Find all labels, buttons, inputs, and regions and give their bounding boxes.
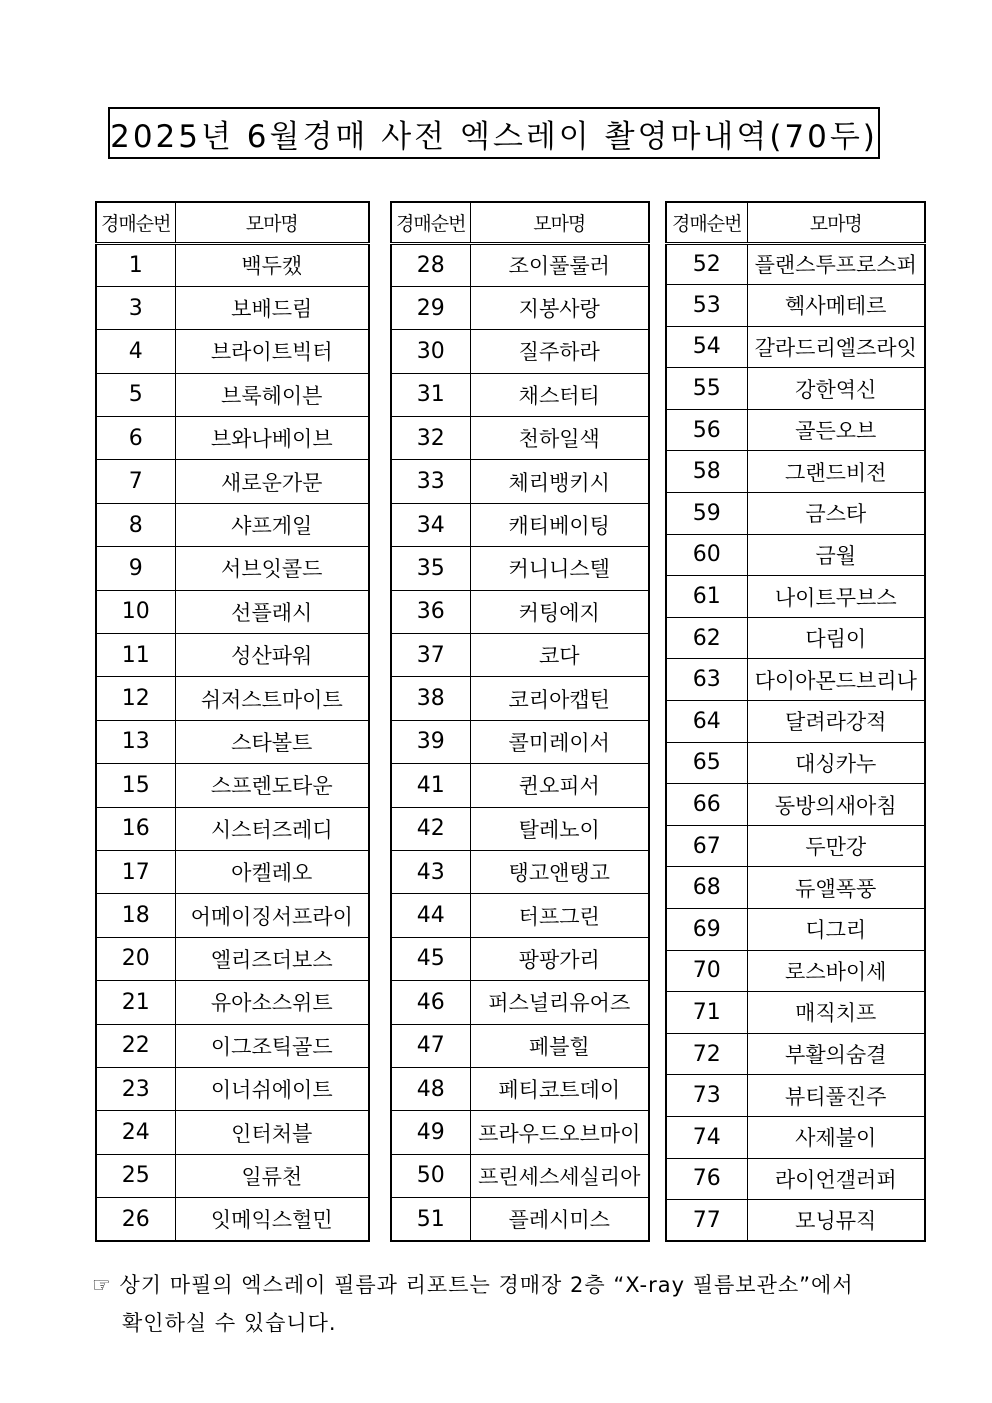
auction-number: 62 [666,617,747,659]
auction-number: 67 [666,825,747,867]
table-row [666,1116,925,1158]
dam-name: 다림이 [747,617,925,659]
table-row [391,1024,649,1067]
dam-name: 인터처블 [175,1111,369,1154]
auction-number: 38 [391,677,470,720]
table-row [391,894,649,937]
table-row [96,764,369,807]
table-row [391,1067,649,1110]
table-row [96,417,369,460]
dam-name: 골든오브 [747,409,925,451]
table-row [96,937,369,980]
table-row [96,590,369,633]
auction-number: 25 [96,1154,175,1197]
horse-table-1 [95,201,370,1242]
header-name: 모마명 [747,202,925,243]
dam-name: 퀸오피서 [470,764,649,807]
dam-name: 대싱카누 [747,742,925,784]
auction-number: 49 [391,1111,470,1154]
table-row [96,503,369,546]
auction-number: 16 [96,807,175,850]
table-row [666,784,925,826]
table-row [666,992,925,1034]
table-row [391,503,649,546]
dam-name: 서브잇콜드 [175,547,369,590]
page-title [108,107,880,159]
horse-table-3 [665,201,926,1242]
dam-name: 백두캤 [175,243,369,286]
auction-number: 54 [666,326,747,368]
auction-number: 74 [666,1116,747,1158]
auction-number: 59 [666,493,747,535]
table-row [96,677,369,720]
dam-name: 커팅에지 [470,590,649,633]
auction-number: 46 [391,981,470,1024]
dam-name: 사제불이 [747,1116,925,1158]
auction-number: 21 [96,981,175,1024]
dam-name: 페티코트데이 [470,1067,649,1110]
auction-number: 68 [666,867,747,909]
table-row [666,409,925,451]
dam-name: 일류천 [175,1154,369,1197]
table-row [96,981,369,1024]
dam-name: 헥사메테르 [747,285,925,327]
dam-name: 스프렌도타운 [175,764,369,807]
auction-number: 5 [96,373,175,416]
auction-number: 56 [666,409,747,451]
table-row [666,701,925,743]
table-row [666,1075,925,1117]
auction-number: 7 [96,460,175,503]
table-row [96,1198,369,1241]
table-row [391,547,649,590]
auction-number: 26 [96,1198,175,1241]
table-row [391,677,649,720]
dam-name: 퍼스널리유어즈 [470,981,649,1024]
table-row [391,764,649,807]
auction-number: 24 [96,1111,175,1154]
table-row [96,460,369,503]
table-row [96,243,369,286]
pointing-hand-icon: ☞ [92,1273,112,1297]
dam-name: 나이트무브스 [747,576,925,618]
dam-name: 브룩헤이븐 [175,373,369,416]
footnote-line-1: 상기 마필의 엑스레이 필름과 리포트는 경매장 2층 “X-ray 필름보관소”에서 [119,1273,854,1297]
dam-name: 체리뱅키시 [470,460,649,503]
table-row [96,850,369,893]
table-row [391,937,649,980]
dam-name: 그랜드비전 [747,451,925,493]
table-row [96,1111,369,1154]
table-row [666,368,925,410]
table-row [96,894,369,937]
auction-number: 17 [96,850,175,893]
auction-number: 64 [666,701,747,743]
dam-name: 이그조틱골드 [175,1024,369,1067]
dam-name: 듀앨폭풍 [747,867,925,909]
table-header-row [666,202,925,243]
dam-name: 스타볼트 [175,720,369,763]
auction-number: 66 [666,784,747,826]
auction-number: 39 [391,720,470,763]
auction-number: 4 [96,330,175,373]
auction-number: 33 [391,460,470,503]
table-row [96,547,369,590]
auction-number: 44 [391,894,470,937]
dam-name: 시스터즈레디 [175,807,369,850]
dam-name: 금스타 [747,493,925,535]
table-row [666,867,925,909]
table-row [391,720,649,763]
auction-number: 65 [666,742,747,784]
dam-name: 새로운가문 [175,460,369,503]
table-row [391,850,649,893]
dam-name: 달려라강적 [747,701,925,743]
auction-number: 51 [391,1198,470,1241]
auction-number: 32 [391,417,470,460]
table-row [391,590,649,633]
dam-name: 탱고앤탱고 [470,850,649,893]
auction-number: 15 [96,764,175,807]
table-row [391,417,649,460]
dam-name: 유아소스위트 [175,981,369,1024]
dam-name: 천하일색 [470,417,649,460]
dam-name: 탈레노이 [470,807,649,850]
auction-number: 23 [96,1067,175,1110]
table-row [666,1158,925,1200]
table-row [666,1033,925,1075]
dam-name: 채스터티 [470,373,649,416]
table-row [391,807,649,850]
auction-number: 45 [391,937,470,980]
auction-number: 63 [666,659,747,701]
dam-name: 지봉사랑 [470,286,649,329]
header-name: 모마명 [470,202,649,243]
auction-number: 8 [96,503,175,546]
auction-number: 10 [96,590,175,633]
dam-name: 갈라드리엘즈라잇 [747,326,925,368]
dam-name: 브와나베이브 [175,417,369,460]
dam-name: 커니니스텔 [470,547,649,590]
dam-name: 질주하라 [470,330,649,373]
dam-name: 다이아몬드브리나 [747,659,925,701]
table-row [96,373,369,416]
dam-name: 동방의새아침 [747,784,925,826]
table-row [96,330,369,373]
dam-name: 성산파워 [175,634,369,677]
dam-name: 디그리 [747,909,925,951]
auction-number: 77 [666,1200,747,1242]
dam-name: 조이풀룰러 [470,243,649,286]
dam-name: 보배드림 [175,286,369,329]
dam-name: 이너쉬에이트 [175,1067,369,1110]
auction-number: 22 [96,1024,175,1067]
auction-number: 58 [666,451,747,493]
horse-table-2 [390,201,650,1242]
auction-number: 13 [96,720,175,763]
table-row [666,950,925,992]
auction-number: 6 [96,417,175,460]
auction-number: 76 [666,1158,747,1200]
table-row [391,981,649,1024]
auction-number: 70 [666,950,747,992]
dam-name: 강한역신 [747,368,925,410]
table-row [391,1111,649,1154]
dam-name: 터프그린 [470,894,649,937]
table-row [96,720,369,763]
dam-name: 팡팡가리 [470,937,649,980]
table-row [96,807,369,850]
header-number: 경매순번 [391,202,470,243]
table-row [666,243,925,285]
auction-number: 1 [96,243,175,286]
auction-number: 35 [391,547,470,590]
auction-number: 31 [391,373,470,416]
auction-number: 53 [666,285,747,327]
auction-number: 61 [666,576,747,618]
table-row [666,493,925,535]
auction-number: 30 [391,330,470,373]
dam-name: 캐티베이팅 [470,503,649,546]
auction-number: 36 [391,590,470,633]
auction-number: 34 [391,503,470,546]
dam-name: 뷰티풀진주 [747,1075,925,1117]
dam-name: 아켈레오 [175,850,369,893]
table-row [96,634,369,677]
table-row [666,659,925,701]
dam-name: 모닝뮤직 [747,1200,925,1242]
header-number: 경매순번 [666,202,747,243]
auction-number: 18 [96,894,175,937]
dam-name: 프라우드오브마이 [470,1111,649,1154]
auction-number: 71 [666,992,747,1034]
table-row [96,1024,369,1067]
dam-name: 코리아캡틴 [470,677,649,720]
auction-number: 52 [666,243,747,285]
dam-name: 플레시미스 [470,1198,649,1241]
dam-name: 엘리즈더보스 [175,937,369,980]
auction-number: 12 [96,677,175,720]
dam-name: 페블힐 [470,1024,649,1067]
table-row [391,460,649,503]
footnote-line-2: 확인하실 수 있습니다. [122,1311,337,1335]
dam-name: 잇메익스헐민 [175,1198,369,1241]
dam-name: 어메이징서프라이 [175,894,369,937]
footnote [92,1266,932,1342]
table-row [666,451,925,493]
auction-number: 72 [666,1033,747,1075]
dam-name: 플랜스투프로스퍼 [747,243,925,285]
table-row [666,534,925,576]
auction-number: 43 [391,850,470,893]
header-name: 모마명 [175,202,369,243]
auction-number: 20 [96,937,175,980]
table-header-row [391,202,649,243]
auction-number: 69 [666,909,747,951]
auction-number: 29 [391,286,470,329]
table-row [96,1067,369,1110]
table-row [666,825,925,867]
dam-name: 로스바이세 [747,950,925,992]
dam-name: 쉬저스트마이트 [175,677,369,720]
table-row [391,634,649,677]
auction-number: 9 [96,547,175,590]
dam-name: 두만강 [747,825,925,867]
table-row [666,285,925,327]
auction-number: 37 [391,634,470,677]
auction-number: 28 [391,243,470,286]
table-row [391,1198,649,1241]
dam-name: 선플래시 [175,590,369,633]
table-row [391,330,649,373]
auction-number: 47 [391,1024,470,1067]
table-row [391,243,649,286]
table-row [96,1154,369,1197]
auction-number: 42 [391,807,470,850]
auction-number: 50 [391,1154,470,1197]
table-header-row [96,202,369,243]
dam-name: 샤프게일 [175,503,369,546]
table-row [391,286,649,329]
table-row [391,373,649,416]
table-row [666,909,925,951]
table-row [666,326,925,368]
dam-name: 브라이트빅터 [175,330,369,373]
dam-name: 라이언갤러퍼 [747,1158,925,1200]
dam-name: 프린세스세실리아 [470,1154,649,1197]
table-row [666,617,925,659]
auction-number: 55 [666,368,747,410]
dam-name: 금월 [747,534,925,576]
table-row [96,286,369,329]
auction-number: 3 [96,286,175,329]
auction-number: 60 [666,534,747,576]
auction-number: 41 [391,764,470,807]
dam-name: 콜미레이서 [470,720,649,763]
dam-name: 매직치프 [747,992,925,1034]
auction-number: 11 [96,634,175,677]
table-row [666,576,925,618]
table-row [666,1200,925,1242]
dam-name: 부활의숨결 [747,1033,925,1075]
table-row [391,1154,649,1197]
auction-number: 48 [391,1067,470,1110]
dam-name: 코다 [470,634,649,677]
title-text: 2025년 6월경매 사전 엑스레이 촬영마내역(70두) [110,118,878,155]
auction-number: 73 [666,1075,747,1117]
table-row [666,742,925,784]
header-number: 경매순번 [96,202,175,243]
